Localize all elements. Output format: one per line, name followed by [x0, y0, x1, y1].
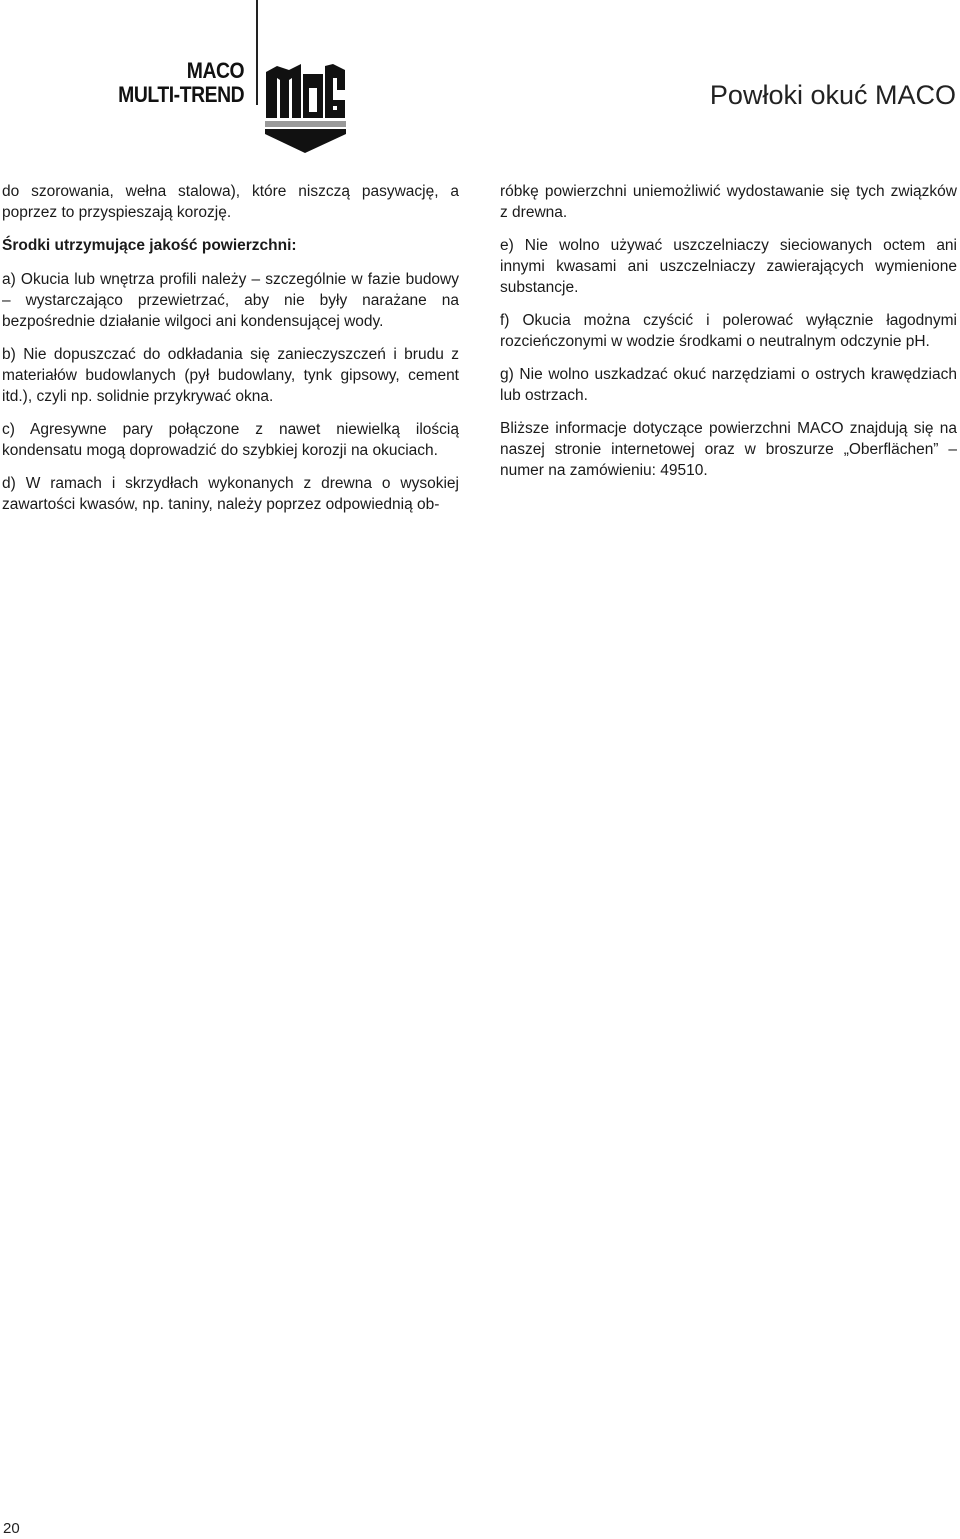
brand-line-multi-trend: MULTI-TREND [118, 82, 244, 107]
page-number: 20 [3, 1520, 20, 1537]
paragraph-b: b) Nie dopuszczać do odkładania się zanieczyszczeń i brudu z materiałów budowlanych (pył budowlany, tynk gipsowy, cement itd.), czyli np. solidnie przykrywać okna. [2, 346, 459, 405]
paragraph-d-continuation: róbkę powierzchni uniemożliwić wydostawanie się tych związków z drewna. [500, 183, 957, 221]
brand-line-maco: MACO [186, 58, 244, 83]
paragraph-d: d) W ramach i skrzydłach wykonanych z drewna o wysokiej zawartości kwasów, np. taniny, należy poprzez odpowiednią ob- [2, 475, 459, 513]
paragraph-f: f) Okucia można czyścić i polerować wyłącznie łagodnymi rozcieńczonymi w wodzie środkami o neutralnym odczynie pH. [500, 312, 957, 350]
paragraph-c: c) Agresywne pary połączone z nawet niewielką ilością kondensatu mogą doprowadzić do szybkiej korozji na okuciach. [2, 421, 459, 459]
section-heading: Środki utrzymujące jakość powierzchni: [2, 237, 297, 254]
paragraph-continuation: do szorowania, wełna stalowa), które niszczą pasywację, a poprzez to przyspieszają korozję. [2, 183, 459, 221]
paragraph-info: Bliższe informacje dotyczące powierzchni MACO znajdują się na naszej stronie internetowej oraz w broszurze „Oberflächen” – numer na zamówieniu: 49510. [500, 420, 957, 479]
document-title: Powłoki okuć MACO [709, 80, 956, 110]
right-column [500, 181, 957, 493]
brand-name [118, 59, 244, 107]
paragraph-g: g) Nie wolno uszkadzać okuć narzędziami o ostrych krawędziach lub ostrzach. [500, 366, 957, 404]
paragraph-a: a) Okucia lub wnętrza profili należy – szczególnie w fazie budowy – wystarczająco przewietrzać, aby nie były narażane na bezpośrednie działanie wilgoci ani kondensującej wody. [2, 271, 459, 330]
header-divider [256, 0, 258, 105]
maco-logo-icon [263, 60, 348, 155]
left-column [2, 181, 459, 527]
paragraph-e: e) Nie wolno używać uszczelniaczy sieciowanych octem ani innymi kwasami ani uszczelniaczy zawierających wymienione substancje. [500, 237, 957, 296]
page-header [0, 0, 960, 160]
